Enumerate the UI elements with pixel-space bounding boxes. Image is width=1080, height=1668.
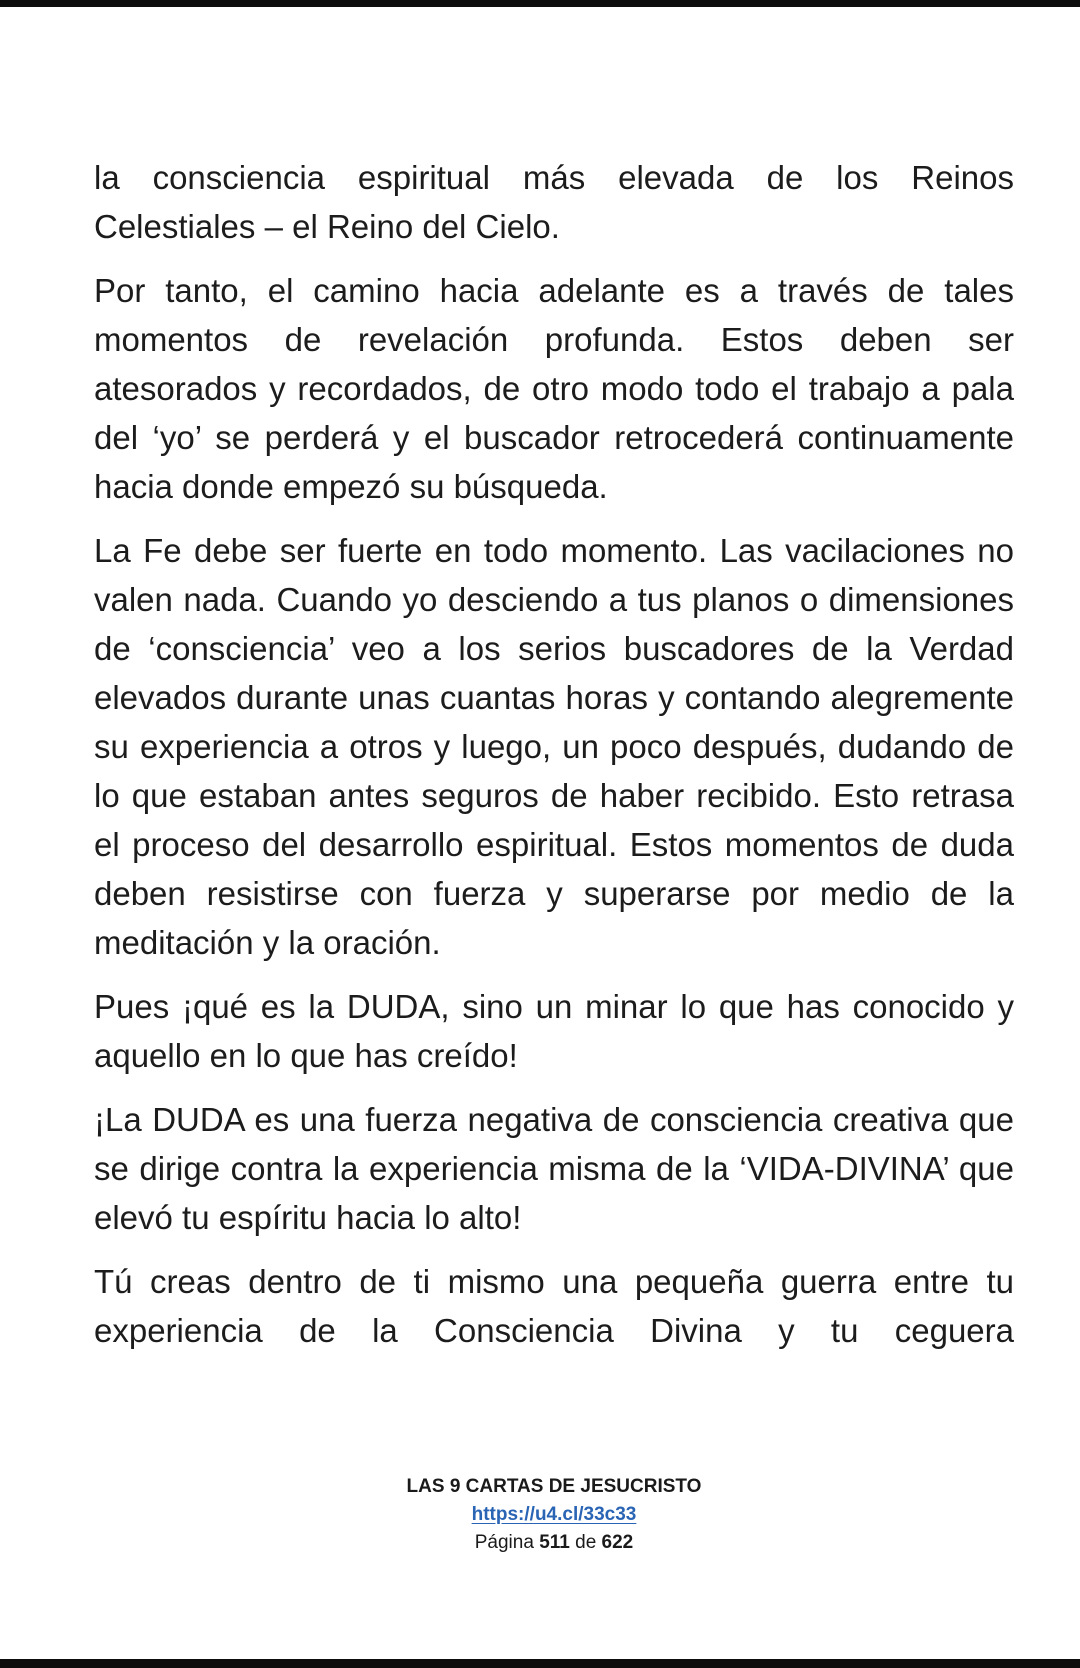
top-edge-bar <box>0 0 1080 7</box>
page-separator: de <box>575 1532 597 1553</box>
paragraph-6: Tú creas dentro de ti mismo una pequeña guerra entre tu experiencia de la Consciencia Divina y tu ceguera <box>94 1263 1014 1349</box>
page-prefix: Página <box>474 1532 534 1553</box>
paragraph-1: la consciencia espiritual más elevada de los Reinos Celestiales – el Reino del Cielo. <box>94 159 1014 245</box>
page-body <box>94 153 1014 1370</box>
bottom-edge-bar <box>0 1659 1080 1668</box>
page-number <box>0 1529 1080 1557</box>
page-footer <box>0 1473 1080 1557</box>
current-page: 511 <box>539 1532 570 1553</box>
paragraph-5: ¡La DUDA es una fuerza negativa de consciencia creativa que se dirige contra la experiencia misma de la ‘VIDA-DIVINA’ que elevó tu espíritu hacia lo alto! <box>94 1101 1014 1236</box>
book-title: LAS 9 CARTAS DE JESUCRISTO <box>406 1476 702 1497</box>
paragraph-4: Pues ¡qué es la DUDA, sino un minar lo que has conocido y aquello en lo que has creído! <box>94 988 1014 1074</box>
paragraph-2: Por tanto, el camino hacia adelante es a través de tales momentos de revelación profunda. Estos deben ser atesorados y recordados, de otro modo todo el trabajo a pala del ‘yo’ se perderá y el buscador retrocederá continuamente hacia donde empezó su búsqueda. <box>94 272 1014 505</box>
book-link[interactable]: https://u4.cl/33c33 <box>471 1504 637 1525</box>
paragraph-3: La Fe debe ser fuerte en todo momento. Las vacilaciones no valen nada. Cuando yo desciendo a tus planos o dimensiones de ‘consciencia’ veo a los serios buscadores de la Verdad elevados durante unas cuantas horas y contando alegremente su experiencia a otros y luego, un poco después, dudando de lo que estaban antes seguros de haber recibido. Esto retrasa el proceso del desarrollo espiritual. Estos momentos de duda deben resistirse con fuerza y superarse por medio de la meditación y la oración. <box>94 532 1014 961</box>
total-pages: 622 <box>601 1532 634 1553</box>
